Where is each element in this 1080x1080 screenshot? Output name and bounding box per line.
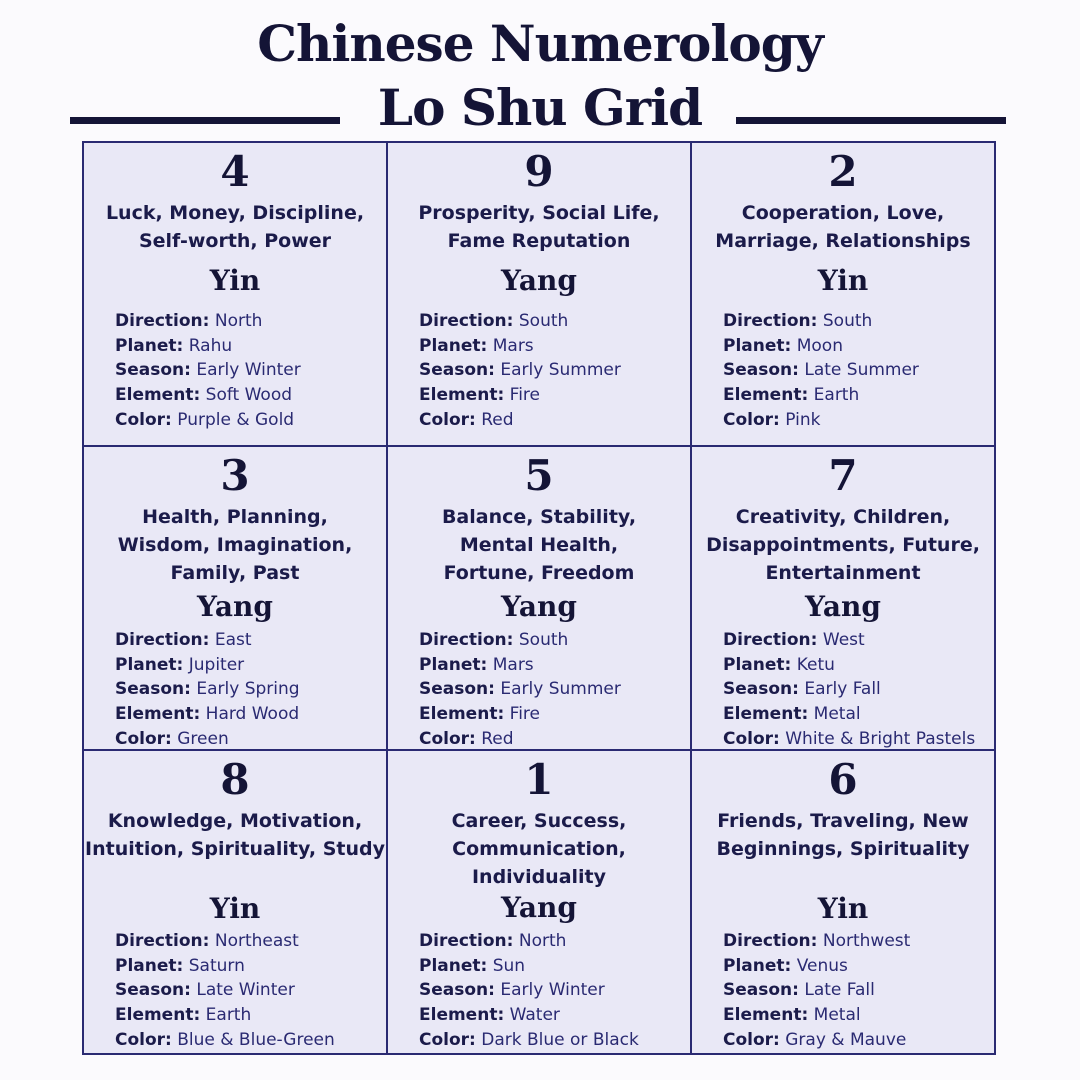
attribute-planet	[723, 954, 910, 979]
attribute-label: Element:	[115, 704, 201, 725]
attribute-label: Direction:	[419, 630, 514, 650]
cell-theme-line: Entertainment	[765, 562, 921, 584]
attribute-direction	[723, 628, 975, 653]
attribute-value: Water	[509, 1005, 560, 1026]
attribute-element	[115, 1003, 335, 1028]
attribute-value: Northwest	[822, 931, 911, 951]
cell-theme-line: Marriage, Relationships	[715, 230, 971, 252]
cell-theme-line: Creativity, Children,	[735, 506, 951, 528]
attribute-element	[723, 1003, 910, 1028]
attribute-label: Planet:	[723, 335, 792, 356]
cell-themes	[692, 199, 994, 255]
attribute-value: Early Winter	[500, 980, 605, 1001]
attribute-value: Purple & Gold	[177, 409, 295, 430]
cell-attributes	[115, 929, 335, 1053]
attribute-label: Color:	[419, 728, 476, 749]
cell-attributes	[115, 628, 300, 751]
attribute-season	[419, 978, 639, 1003]
cell-theme-line: Self-worth, Power	[138, 230, 332, 252]
attribute-value: North	[214, 311, 263, 331]
cell-attributes	[723, 309, 919, 433]
cell-polarity: Yang	[501, 590, 577, 623]
lo-shu-grid	[82, 141, 996, 1055]
grid-cell-7	[692, 447, 994, 751]
attribute-label: Element:	[419, 385, 505, 406]
attribute-season	[115, 358, 301, 383]
grid-cell-3	[84, 447, 388, 751]
attribute-planet	[419, 653, 621, 678]
attribute-color	[723, 727, 975, 751]
cell-number: 7	[828, 451, 858, 500]
attribute-planet	[723, 334, 919, 359]
attribute-value: Late Fall	[804, 980, 875, 1001]
attribute-label: Planet:	[419, 335, 488, 356]
attribute-value: Late Winter	[196, 980, 295, 1001]
attribute-value: Pink	[785, 409, 821, 430]
attribute-color	[115, 408, 301, 433]
grid-cell-2	[692, 143, 994, 447]
attribute-value: Early Summer	[500, 679, 621, 700]
cell-theme-line: Fame Reputation	[447, 230, 631, 252]
attribute-value: South	[518, 311, 569, 331]
attribute-value: West	[822, 630, 865, 650]
attribute-label: Color:	[115, 728, 172, 749]
cell-polarity: Yin	[209, 264, 261, 297]
attribute-label: Season:	[723, 360, 799, 381]
attribute-label: Element:	[723, 1005, 809, 1026]
attribute-value: Early Winter	[196, 360, 301, 381]
attribute-label: Color:	[723, 1029, 780, 1050]
cell-number: 1	[524, 755, 554, 804]
cell-number: 5	[524, 451, 554, 500]
cell-theme-line: Beginnings, Spirituality	[716, 838, 970, 860]
cell-themes	[692, 503, 994, 587]
attribute-value: Late Summer	[804, 360, 919, 381]
attribute-value: Moon	[796, 335, 843, 356]
attribute-label: Element:	[419, 1005, 505, 1026]
attribute-value: South	[518, 630, 569, 650]
attribute-color	[723, 1028, 910, 1053]
title-rule-right	[736, 117, 1006, 124]
cell-theme-line: Health, Planning,	[142, 506, 328, 528]
attribute-season	[723, 677, 975, 702]
cell-number: 9	[524, 147, 554, 196]
attribute-season	[115, 677, 300, 702]
attribute-label: Planet:	[115, 654, 184, 675]
attribute-label: Direction:	[723, 311, 818, 331]
attribute-direction	[723, 929, 910, 954]
attribute-element	[115, 702, 300, 727]
attribute-direction	[419, 929, 639, 954]
attribute-season	[115, 978, 335, 1003]
attribute-label: Planet:	[723, 654, 792, 675]
attribute-planet	[419, 954, 639, 979]
attribute-element	[419, 383, 621, 408]
cell-polarity: Yang	[197, 590, 273, 623]
attribute-season	[419, 358, 621, 383]
attribute-label: Direction:	[419, 311, 514, 331]
attribute-label: Direction:	[115, 311, 210, 331]
attribute-direction	[115, 929, 335, 954]
cell-theme-line: Friends, Traveling, New	[717, 810, 969, 832]
attribute-label: Direction:	[115, 931, 210, 951]
cell-theme-line: Communication,	[452, 838, 626, 860]
cell-theme-line: Fortune, Freedom	[443, 562, 635, 584]
attribute-label: Color:	[419, 1029, 476, 1050]
attribute-value: Early Summer	[500, 360, 621, 381]
attribute-label: Element:	[115, 1005, 201, 1026]
attribute-label: Planet:	[419, 955, 488, 976]
attribute-label: Planet:	[115, 335, 184, 356]
attribute-label: Color:	[115, 409, 172, 430]
attribute-planet	[115, 334, 301, 359]
attribute-color	[723, 408, 919, 433]
attribute-value: Blue & Blue-Green	[177, 1029, 335, 1050]
cell-themes	[388, 199, 690, 255]
cell-polarity: Yin	[817, 264, 869, 297]
attribute-value: Red	[481, 409, 514, 430]
cell-attributes	[419, 628, 621, 751]
attribute-label: Direction:	[723, 931, 818, 951]
attribute-label: Season:	[419, 360, 495, 381]
attribute-label: Direction:	[115, 630, 210, 650]
attribute-color	[419, 1028, 639, 1053]
cell-theme-line: Individuality	[471, 866, 607, 888]
attribute-value: Ketu	[796, 654, 835, 675]
page-title-line-2: Lo Shu Grid	[377, 78, 703, 137]
attribute-season	[723, 358, 919, 383]
attribute-color	[419, 408, 621, 433]
cell-themes	[692, 807, 994, 863]
cell-attributes	[723, 929, 910, 1053]
attribute-value: Gray & Mauve	[785, 1029, 907, 1050]
attribute-label: Color:	[723, 409, 780, 430]
cell-themes	[388, 807, 690, 891]
attribute-element	[115, 383, 301, 408]
attribute-value: South	[822, 311, 873, 331]
cell-themes	[84, 807, 386, 863]
attribute-color	[419, 727, 621, 751]
grid-cell-4	[84, 143, 388, 447]
attribute-value: Mars	[492, 335, 534, 356]
attribute-value: Fire	[509, 385, 540, 406]
attribute-label: Element:	[419, 704, 505, 725]
cell-attributes	[723, 628, 975, 751]
attribute-value: Early Fall	[804, 679, 881, 700]
attribute-label: Direction:	[723, 630, 818, 650]
cell-themes	[84, 503, 386, 587]
page-title-line-1: Chinese Numerology	[257, 14, 823, 73]
attribute-season	[723, 978, 910, 1003]
cell-number: 8	[220, 755, 250, 804]
attribute-value: Venus	[796, 955, 848, 976]
grid-cell-8	[84, 751, 388, 1053]
attribute-value: North	[518, 931, 567, 951]
attribute-label: Color:	[115, 1029, 172, 1050]
attribute-direction	[419, 628, 621, 653]
cell-themes	[84, 199, 386, 255]
attribute-planet	[723, 653, 975, 678]
cell-theme-line: Luck, Money, Discipline,	[105, 202, 365, 224]
cell-polarity: Yang	[501, 891, 577, 924]
cell-attributes	[419, 929, 639, 1053]
cell-attributes	[115, 309, 301, 433]
grid-cell-5	[388, 447, 692, 751]
cell-polarity: Yang	[501, 264, 577, 297]
attribute-label: Season:	[419, 980, 495, 1001]
attribute-color	[115, 727, 300, 751]
attribute-label: Season:	[115, 360, 191, 381]
cell-theme-line: Career, Success,	[451, 810, 627, 832]
cell-number: 2	[828, 147, 858, 196]
cell-theme-line: Prosperity, Social Life,	[418, 202, 660, 224]
attribute-label: Planet:	[419, 654, 488, 675]
attribute-element	[419, 702, 621, 727]
attribute-value: Earth	[205, 1005, 252, 1026]
attribute-value: Saturn	[188, 955, 245, 976]
attribute-value: Metal	[813, 704, 861, 725]
attribute-season	[419, 677, 621, 702]
grid-cell-6	[692, 751, 994, 1053]
attribute-value: Early Spring	[196, 679, 300, 700]
attribute-value: Hard Wood	[205, 704, 300, 725]
attribute-value: Sun	[492, 955, 526, 976]
attribute-label: Planet:	[723, 955, 792, 976]
attribute-label: Color:	[419, 409, 476, 430]
cell-theme-line: Cooperation, Love,	[741, 202, 945, 224]
attribute-direction	[723, 309, 919, 334]
grid-cell-9	[388, 143, 692, 447]
cell-theme-line: Knowledge, Motivation,	[107, 810, 363, 832]
cell-attributes	[419, 309, 621, 433]
attribute-color	[115, 1028, 335, 1053]
cell-number: 6	[828, 755, 858, 804]
attribute-element	[419, 1003, 639, 1028]
attribute-label: Element:	[723, 385, 809, 406]
attribute-label: Planet:	[115, 955, 184, 976]
attribute-label: Element:	[723, 704, 809, 725]
attribute-label: Element:	[115, 385, 201, 406]
cell-theme-line: Disappointments, Future,	[706, 534, 980, 556]
attribute-planet	[115, 954, 335, 979]
attribute-value: Rahu	[188, 335, 233, 356]
attribute-value: White & Bright Pastels	[785, 728, 976, 749]
cell-number: 4	[220, 147, 250, 196]
attribute-value: Dark Blue or Black	[481, 1029, 639, 1050]
cell-theme-line: Balance, Stability,	[441, 506, 637, 528]
attribute-label: Season:	[419, 679, 495, 700]
attribute-element	[723, 383, 919, 408]
attribute-label: Season:	[723, 980, 799, 1001]
attribute-value: Jupiter	[188, 654, 245, 675]
attribute-value: East	[214, 630, 252, 650]
attribute-direction	[419, 309, 621, 334]
attribute-planet	[419, 334, 621, 359]
attribute-label: Season:	[115, 679, 191, 700]
attribute-value: Red	[481, 728, 514, 749]
cell-number: 3	[220, 451, 250, 500]
cell-themes	[388, 503, 690, 587]
attribute-value: Northeast	[214, 931, 299, 951]
attribute-element	[723, 702, 975, 727]
cell-polarity: Yin	[817, 892, 869, 925]
attribute-value: Green	[177, 728, 229, 749]
cell-polarity: Yang	[805, 590, 881, 623]
attribute-value: Mars	[492, 654, 534, 675]
cell-polarity: Yin	[209, 892, 261, 925]
cell-theme-line: Wisdom, Imagination,	[117, 534, 353, 556]
attribute-label: Season:	[115, 980, 191, 1001]
attribute-direction	[115, 628, 300, 653]
attribute-value: Earth	[813, 385, 860, 406]
cell-theme-line: Intuition, Spirituality, Study	[85, 838, 385, 860]
grid-cell-1	[388, 751, 692, 1053]
attribute-label: Color:	[723, 728, 780, 749]
attribute-value: Soft Wood	[205, 385, 293, 406]
cell-theme-line: Family, Past	[170, 562, 300, 584]
attribute-label: Direction:	[419, 931, 514, 951]
attribute-label: Season:	[723, 679, 799, 700]
cell-theme-line: Mental Health,	[459, 534, 619, 556]
attribute-planet	[115, 653, 300, 678]
attribute-value: Metal	[813, 1005, 861, 1026]
attribute-value: Fire	[509, 704, 540, 725]
attribute-direction	[115, 309, 301, 334]
